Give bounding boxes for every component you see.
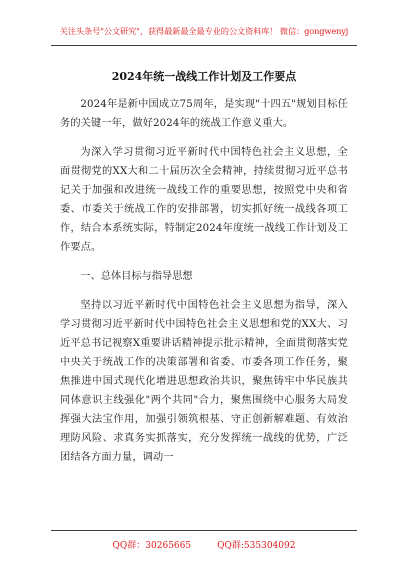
- footer-qq-group-2: QQ群:535304092: [217, 541, 296, 551]
- footer: [0, 538, 408, 551]
- intro-paragraph: 2024年是新中国成立75周年，是实现"十四五"规划目标任务的关键一年，做好2024年的统战工作意义重大。: [60, 99, 348, 129]
- section-heading: 一、总体目标与指导思想: [80, 271, 193, 282]
- header-banner: 关注头条号"公文研究"，获得最新最全最专业的公文资料库！ 微信：gongwenyj: [59, 26, 349, 36]
- header-divider: [51, 45, 357, 46]
- document-body: [60, 95, 348, 467]
- footer-divider: [51, 530, 357, 531]
- footer-qq-group-1: QQ群：30265665: [112, 541, 192, 551]
- document-title: 2024年统一战线工作计划及工作要点: [111, 70, 297, 83]
- purpose-paragraph: 为深入学习贯彻习近平新时代中国特色社会主义思想，全面贯彻党的XX大和二十届历次全会精神，持续贯彻习近平总书记关于加强和改进统一战线工作的重要思想，按照党中央和省委、市委关于统战工作的安排部署，切实抓好统一战线各项工作，结合本系统实际，特制定2024年度统一战线工作计划及工作要点。: [60, 147, 348, 253]
- section-paragraph: 坚持以习近平新时代中国特色社会主义思想为指导，深入学习贯彻习近平新时代中国特色社会主义思想和党的XX大、习近平总书记视察X重要讲话精神提示批示精神，全面贯彻落实党中央关于统战工作的决策部署和省委、市委各项工作任务，聚焦推进中国式现代化增进思想政治共识，聚焦铸牢中华民族共同体意识主线强化"两个共同"合力，聚焦围绕中心服务大局发挥强大法宝作用，加强引领筑根基、守正创新解难题、有效治理防风险、求真务实抓落实，充分发挥统一战线的优势，广泛团结各方面力量，调动一: [60, 300, 348, 463]
